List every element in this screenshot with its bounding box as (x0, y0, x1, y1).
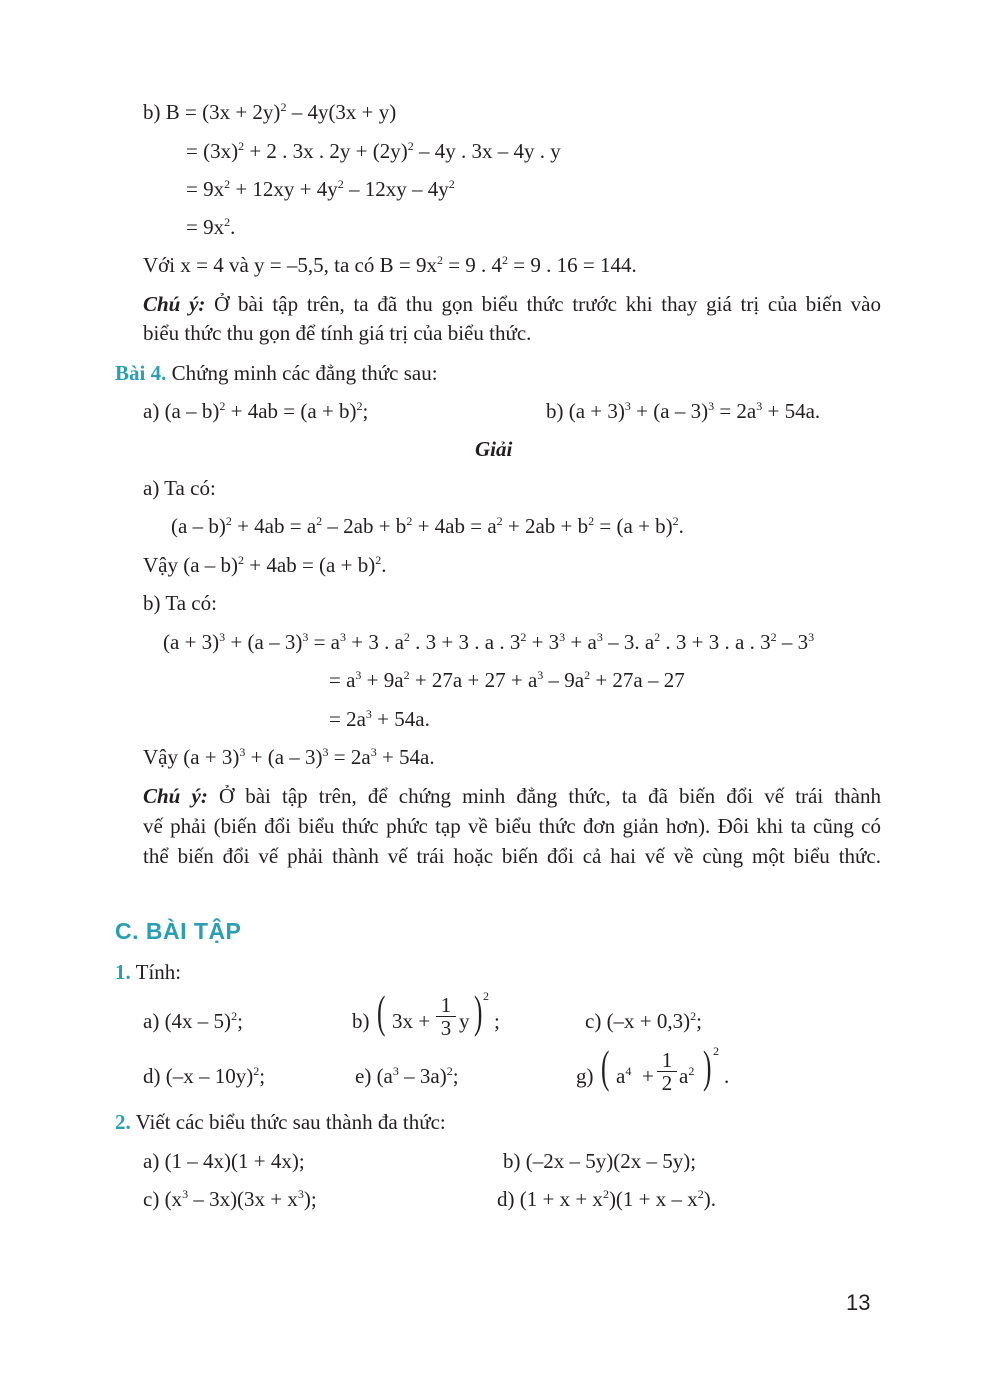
bai4-a-proof: $(a - b)^2 + 4ab = a^2 - 2ab + b^2 + 4ab = a^2 + 2ab + b^2 = (a + b)^2$. (171, 514, 684, 538)
ex2-d: d) $(1 + x + x^2)(1 + x - x^2)$. (497, 1187, 717, 1211)
ex1-c: c) $(-x + 0,3)^2$; (585, 1009, 702, 1033)
ex2-a: a) (1 – 4x)(1 + 4x); (143, 1149, 305, 1173)
ex1-b-right-paren: ) (474, 986, 483, 1037)
giai-heading: Giải (475, 437, 513, 461)
page-number: 13 (846, 1290, 871, 1315)
ex1-g-var: $a^2$ (679, 1064, 695, 1088)
ex1-e: e) $(a^3 - 3a)^2$; (355, 1064, 459, 1088)
bai4-statement-b: b) $(a + 3)^3 + (a - 3)^3 = 2a^3 + 54a$. (546, 399, 821, 423)
bai4-b-proof-line2: = $a^3 + 9a^2 + 27a + 27 + a^3 - 9a^2 + 27a - 27$ (329, 668, 685, 692)
bai4-a-conclusion: Vậy $(a - b)^2 + 4ab = (a + b)^2$. (143, 553, 387, 577)
section-c-heading: C. BÀI TẬP (115, 918, 242, 944)
ex1-g-right-paren: ) (703, 1041, 712, 1092)
ex1-g-plus: + (642, 1064, 654, 1088)
ex2-c: c) $(x^3 - 3x)(3x + x^3)$; (143, 1187, 317, 1211)
note2-line3: thể biến đổi vế phải thành vế trái hoặc biến đổi cả hai vế về cùng một biểu thức. (143, 844, 881, 868)
ex2-heading: 2. Viết các biểu thức sau thành đa thức: (115, 1110, 446, 1134)
note1-line2: biểu thức thu gọn để tính giá trị của biểu thức. (143, 321, 532, 345)
ex1-g-exponent: 2 (713, 1044, 719, 1058)
part-b-substitution: Với x = 4 và y = –5,5, ta có $B = 9x^2 = 9$ . $4^2 = 9$ . 16 = 144. (143, 253, 637, 277)
bai4-b-conclusion: Vậy $(a + 3)^3 + (a - 3)^3 = 2a^3 + 54a$. (143, 745, 435, 769)
bai4-heading: Bài 4. Chứng minh các đẳng thức sau: (115, 361, 438, 385)
ex2-b: b) (–2x – 5y)(2x – 5y); (503, 1149, 697, 1173)
bai4-b-proof-line1: $(a + 3)^3 + (a - 3)^3 = a^3 + 3$ . $a^2$ . 3 + 3 . a . $3^2 + 3^3 + a^3 - 3$. $a^2$ . 3 + 3 . a . $3^2 - 3^3$ (163, 630, 815, 654)
ex1-g-denominator: 2 (657, 1071, 677, 1094)
ex1-b-fraction (436, 994, 456, 1039)
ex1-b-numerator: 1 (440, 993, 452, 1017)
part-b-line1: b) $B = (3x + 2y)^2 - 4y(3x + y)$ (143, 100, 397, 124)
ex1-g-inner: $a^4$ (616, 1064, 632, 1088)
ex1-b-exponent: 2 (483, 989, 489, 1003)
note2-line1: Chú ý: Ở bài tập trên, để chứng minh đẳng thức, ta đã biến đổi vế trái thành (143, 784, 881, 808)
part-b-line4: = $9x^2$. (186, 215, 236, 239)
ex1-g-end: . (724, 1064, 730, 1088)
part-b-line2: = $(3x)^2 + 2$ . 3x . $2y + (2y)^2 - 4y$ . 3x – 4y . y (186, 139, 561, 163)
ex1-g-numerator: 1 (661, 1048, 673, 1072)
bai4-b-taco: b) Ta có: (143, 591, 217, 615)
ex1-g-left-paren: ( (601, 1041, 610, 1092)
bai4-statement-a: a) $(a - b)^2 + 4ab = (a + b)^2$; (143, 399, 369, 423)
ex1-b-prefix: b) (352, 1009, 370, 1033)
ex1-heading: 1. Tính: (115, 960, 182, 984)
ex1-b-denominator: 3 (436, 1016, 456, 1039)
ex1-d: d) (–x – 10y)$^2$; (143, 1064, 266, 1088)
part-b-line3: = $9x^2 + 12xy + 4y^2 - 12xy - 4y^2$ (186, 177, 455, 201)
note1-line1: Chú ý: Ở bài tập trên, ta đã thu gọn biểu thức trước khi thay giá trị của biến vào (143, 292, 882, 316)
ex1-b-end: ; (494, 1009, 500, 1033)
ex1-g-prefix: g) (576, 1064, 594, 1088)
note2-line2: vế phải (biến đổi biểu thức phức tạp về biểu thức đơn giản hơn). Đôi khi ta cũng có (143, 814, 881, 838)
bai4-b-proof-line3: = $2a^3 + 54a$. (329, 707, 430, 731)
ex1-b-var: y (459, 1009, 470, 1033)
ex1-b-inner: 3x + (392, 1009, 431, 1033)
bai4-a-taco: a) Ta có: (143, 476, 216, 500)
ex1-g-fraction (657, 1049, 677, 1094)
ex1-a: a) (4x – 5)$^2$; (143, 1009, 243, 1033)
ex1-b-left-paren: ( (377, 986, 386, 1037)
